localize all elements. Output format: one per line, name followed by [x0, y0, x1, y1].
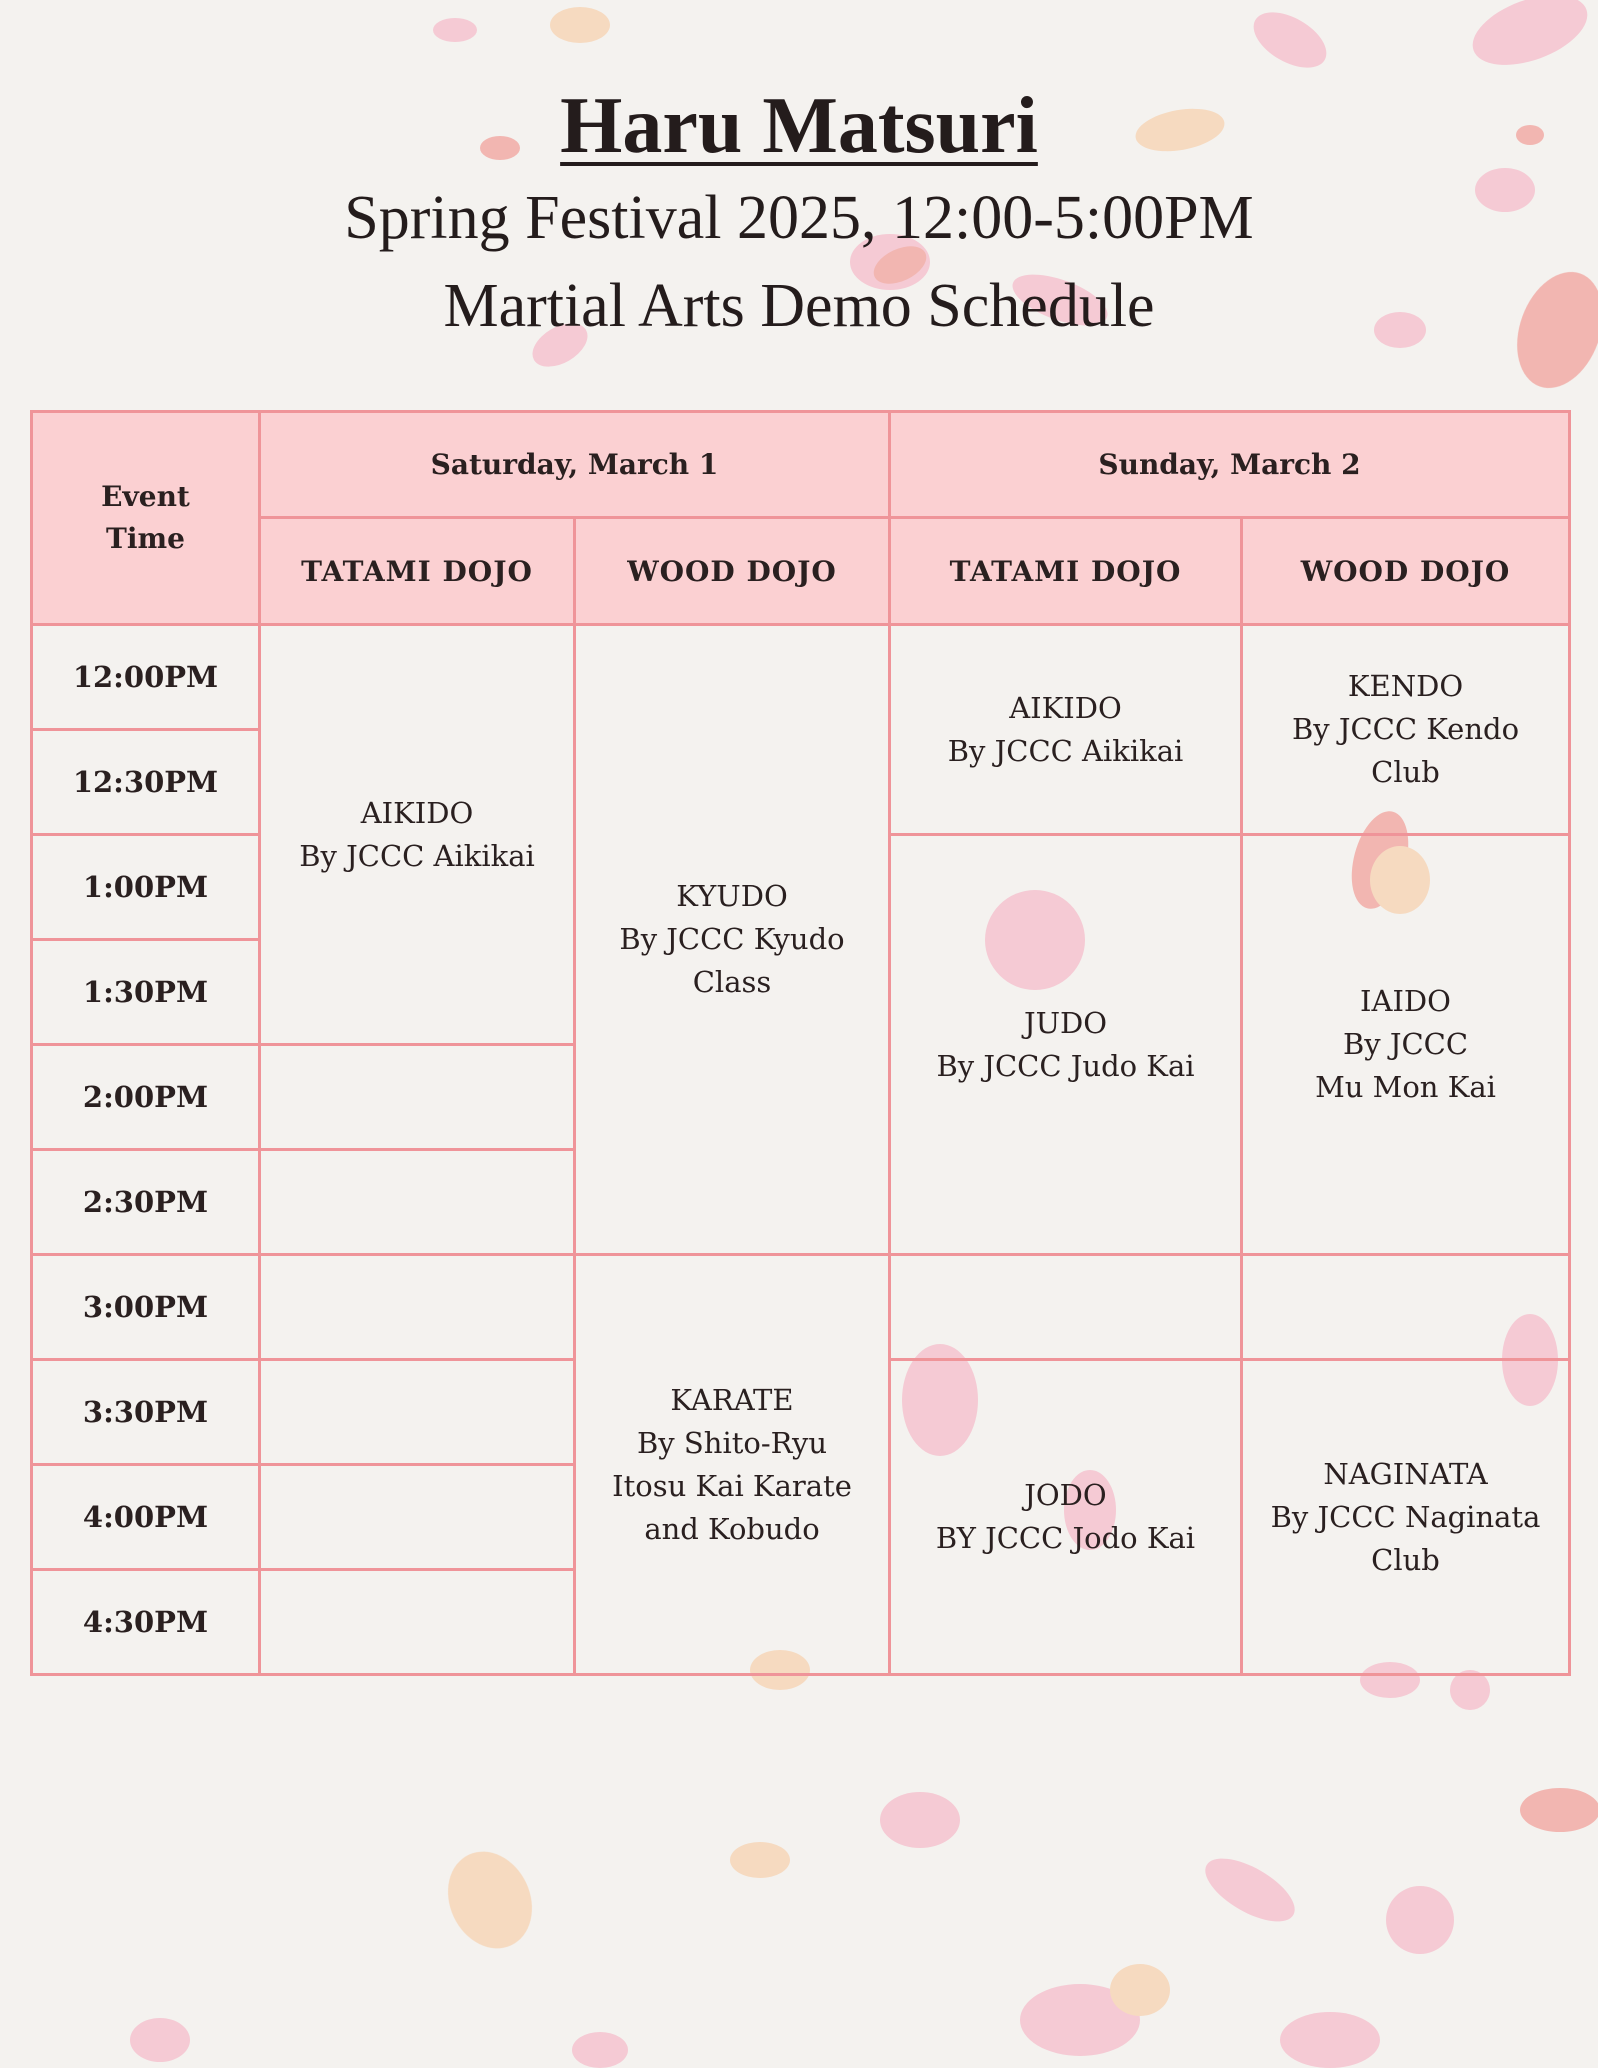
event-sat-tatami-aikido	[260, 625, 575, 1045]
time-slot-1230pm: 12:30PM	[32, 730, 260, 835]
event-host-cont: Club	[1371, 755, 1440, 789]
dojo-header-sat-wood: WOOD DOJO	[575, 518, 890, 625]
table-row	[32, 625, 1570, 730]
event-title: KARATE	[670, 1382, 794, 1417]
event-host-cont: Mu Mon Kai	[1315, 1070, 1496, 1104]
day-header-row	[32, 412, 1570, 518]
time-slot-330pm: 3:30PM	[32, 1360, 260, 1465]
table-row	[32, 1255, 1570, 1360]
empty-slot	[1242, 1255, 1570, 1360]
empty-slot	[890, 1255, 1242, 1360]
event-host-cont: and Kobudo	[644, 1511, 820, 1546]
dojo-header-row	[32, 518, 1570, 625]
schedule-table	[30, 410, 1571, 1676]
event-title: AIKIDO	[360, 795, 474, 830]
empty-slot	[260, 1570, 575, 1675]
event-host: By JCCC Kyudo	[619, 922, 845, 956]
page-title: Haru Matsuri	[560, 82, 1038, 170]
event-title: IAIDO	[1360, 984, 1451, 1018]
event-sat-wood-kyudo	[575, 625, 890, 1255]
subtitle-festival-line: Spring Festival 2025, 12:00-5:00PM	[344, 184, 1254, 252]
event-host: By JCCC Aikikai	[299, 838, 535, 873]
event-sun-wood-kendo	[1242, 625, 1570, 835]
event-sun-tatami-judo	[890, 835, 1242, 1255]
empty-slot	[260, 1150, 575, 1255]
dojo-header-sun-wood: WOOD DOJO	[1242, 518, 1570, 625]
title-block	[0, 78, 1598, 350]
event-sun-tatami-aikido	[890, 625, 1242, 835]
subtitle-schedule-line: Martial Arts Demo Schedule	[443, 272, 1155, 340]
event-host: By JCCC Kendo	[1291, 712, 1520, 746]
time-slot-230pm: 2:30PM	[32, 1150, 260, 1255]
dojo-header-sun-tatami: TATAMI DOJO	[890, 518, 1242, 625]
time-slot-1200pm: 12:00PM	[32, 625, 260, 730]
event-title: NAGINATA	[1323, 1456, 1488, 1491]
event-title: JODO	[1024, 1478, 1107, 1512]
time-slot-300pm: 3:00PM	[32, 1255, 260, 1360]
dojo-header-sat-tatami: TATAMI DOJO	[260, 518, 575, 625]
time-slot-100pm: 1:00PM	[32, 835, 260, 940]
time-slot-130pm: 1:30PM	[32, 940, 260, 1045]
event-host: BY JCCC Jodo Kai	[935, 1521, 1196, 1555]
time-slot-200pm: 2:00PM	[32, 1045, 260, 1150]
day-header-sunday: Sunday, March 2	[890, 412, 1570, 518]
event-title: KYUDO	[676, 879, 788, 913]
empty-slot	[260, 1465, 575, 1570]
event-host: By JCCC Naginata	[1270, 1499, 1541, 1534]
event-host-cont: Club	[1371, 1542, 1440, 1577]
event-sun-wood-iaido	[1242, 835, 1570, 1255]
event-host: By JCCC	[1342, 1027, 1469, 1061]
event-title: KENDO	[1347, 669, 1464, 703]
time-slot-400pm: 4:00PM	[32, 1465, 260, 1570]
event-title: AIKIDO	[1009, 690, 1122, 725]
event-title: JUDO	[1023, 1005, 1108, 1040]
time-slot-430pm: 4:30PM	[32, 1570, 260, 1675]
event-host-cont: Itosu Kai Karate	[612, 1468, 852, 1503]
event-sun-wood-naginata	[1242, 1360, 1570, 1675]
event-time-header: Event Time	[32, 412, 260, 625]
empty-slot	[260, 1360, 575, 1465]
event-host: By JCCC Judo Kai	[936, 1048, 1195, 1083]
event-host: By Shito-Ryu	[636, 1425, 828, 1460]
event-host: By JCCC Aikikai	[947, 733, 1184, 768]
event-sun-tatami-jodo	[890, 1360, 1242, 1675]
day-header-saturday: Saturday, March 1	[260, 412, 890, 518]
event-sat-wood-karate	[575, 1255, 890, 1675]
empty-slot	[260, 1045, 575, 1150]
event-host-cont: Class	[692, 965, 772, 999]
empty-slot	[260, 1255, 575, 1360]
